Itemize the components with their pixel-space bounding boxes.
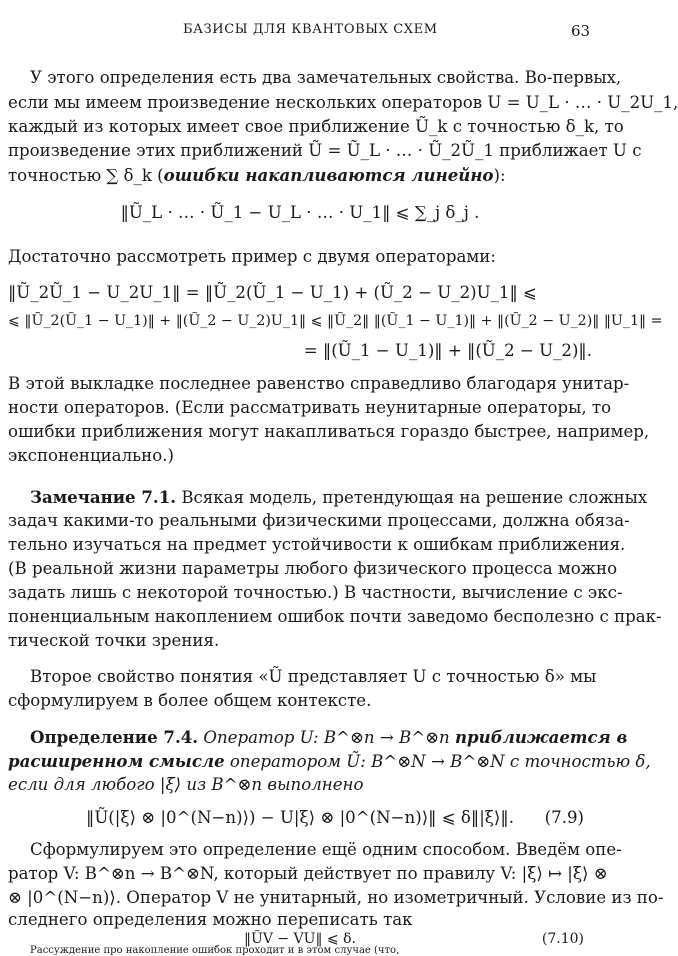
equation-body: ‖Ũ(|ξ⟩ ⊗ |0^(N−n)⟩) − U|ξ⟩ ⊗ |0^(N−n)⟩‖ ⩽ δ‖|ξ⟩‖. (86, 808, 514, 827)
definition-line: если для любого |ξ⟩ из B^⊗n выполнено (8, 775, 364, 794)
paragraph-line (8, 163, 592, 187)
equation-body: ‖ŨV − VU‖ ⩽ δ. (244, 931, 356, 947)
remark-line: тической точки зрения. (8, 631, 220, 650)
paragraph-line: Второе свойство понятия «Ũ представляет U с точностью δ» мы (30, 667, 597, 686)
remark-line: задать лишь с некоторой точностью.) В частности, вычисление с экс- (8, 583, 623, 602)
remark-line: тельно изучаться на предмет устойчивости к ошибкам приближения. (8, 535, 626, 554)
paragraph-line: Достаточно рассмотреть пример с двумя операторами: (8, 247, 496, 266)
emphasized-phrase: ошибки накапливаются линейно (163, 165, 494, 185)
definition-line (8, 749, 651, 773)
equation-number: (7.9) (544, 808, 584, 827)
page-number: 63 (571, 22, 591, 40)
paragraph-line: ратор V: B^⊗n → B^⊗N, который действует по правилу V: |ξ⟩ ↦ |ξ⟩ ⊗ (8, 864, 608, 883)
paragraph-line: каждый из которых имеет свое приближение Ũ_k с точностью δ_k, то (8, 117, 624, 136)
paragraph-line: ошибки приближения могут накапливаться гораздо быстрее, например, (8, 422, 650, 441)
text-run: оператором Ũ: B^⊗N → B^⊗N с точностью δ, (229, 752, 651, 771)
display-equation (8, 806, 592, 830)
definition-line (8, 725, 628, 749)
remark-label: Замечание 7.1. (30, 487, 177, 507)
text-run: ): (493, 166, 506, 185)
paragraph-line: ности операторов. (Если рассматривать неунитарные операторы, то (8, 398, 612, 417)
paragraph-line: Сформулируем это определение ещё одним способом. Введём опе- (30, 840, 622, 859)
definition-label: Определение 7.4. (30, 727, 199, 747)
paragraph-line: если мы имеем произведение нескольких операторов U = U_L · … · U_2U_1, (8, 93, 678, 112)
paragraph-line: У этого определения есть два замечательных свойства. Во-первых, (30, 68, 622, 87)
emphasized-phrase: расширенном смысле (8, 751, 225, 771)
paragraph-line: экспоненциально.) (8, 446, 174, 465)
remark-line (8, 485, 648, 509)
text-run: Всякая модель, претендующая на решение сложных (181, 488, 648, 507)
paragraph-line: ⊗ |0^(N−n)⟩. Оператор V не унитарный, но изометричный. Условие из по- (8, 888, 664, 907)
remark-line: поненциальным накоплением ошибок почти заведомо бесполезно с прак- (8, 607, 662, 626)
text-run: Оператор U: B^⊗n → B^⊗n (203, 728, 450, 747)
equation-line: ⩽ ‖Ũ_2(Ũ_1 − U_1)‖ + ‖(Ũ_2 − U_2)U_1‖ ⩽ ‖Ũ_2‖ ‖(Ũ_1 − U_1)‖ + ‖(Ũ_2 − U_2)‖ ‖U_1‖ = (8, 313, 663, 329)
running-header (0, 22, 600, 46)
emphasized-phrase: приближается в (454, 727, 628, 747)
remark-line: задач какими-то реальными физическими процессами, должна обяза- (8, 511, 630, 530)
paragraph-line: В этой выкладке последнее равенство справедливо благодаря унитар- (8, 374, 630, 393)
running-title: БАЗИСЫ ДЛЯ КВАНТОВЫХ СХЕМ (183, 22, 438, 37)
equation-line: ‖Ũ_2Ũ_1 − U_2U_1‖ = ‖Ũ_2(Ũ_1 − U_1) + (Ũ_2 − U_2)U_1‖ ⩽ (8, 283, 537, 302)
text-run: точностью ∑ δ_k ( (8, 166, 164, 185)
paragraph-line: произведение этих приближений Ũ = Ũ_L · … · Ũ_2Ũ_1 приближает U с (8, 141, 642, 160)
paragraph-line: сформулируем в более общем контексте. (8, 691, 372, 710)
equation-number: (7.10) (541, 931, 584, 947)
paragraph-line: Рассуждение про накопление ошибок проходит и в этом случае (что, (30, 945, 400, 956)
equation-line: = ‖(Ũ_1 − U_1)‖ + ‖(Ũ_2 − U_2)‖. (303, 341, 592, 360)
paragraph-line: следнего определения можно переписать так (8, 910, 413, 929)
display-equation: ‖Ũ_L · … · Ũ_1 − U_L · … · U_1‖ ⩽ ∑_j δ_j . (120, 203, 480, 222)
remark-line: (В реальной жизни параметры любого физического процесса можно (8, 559, 618, 578)
